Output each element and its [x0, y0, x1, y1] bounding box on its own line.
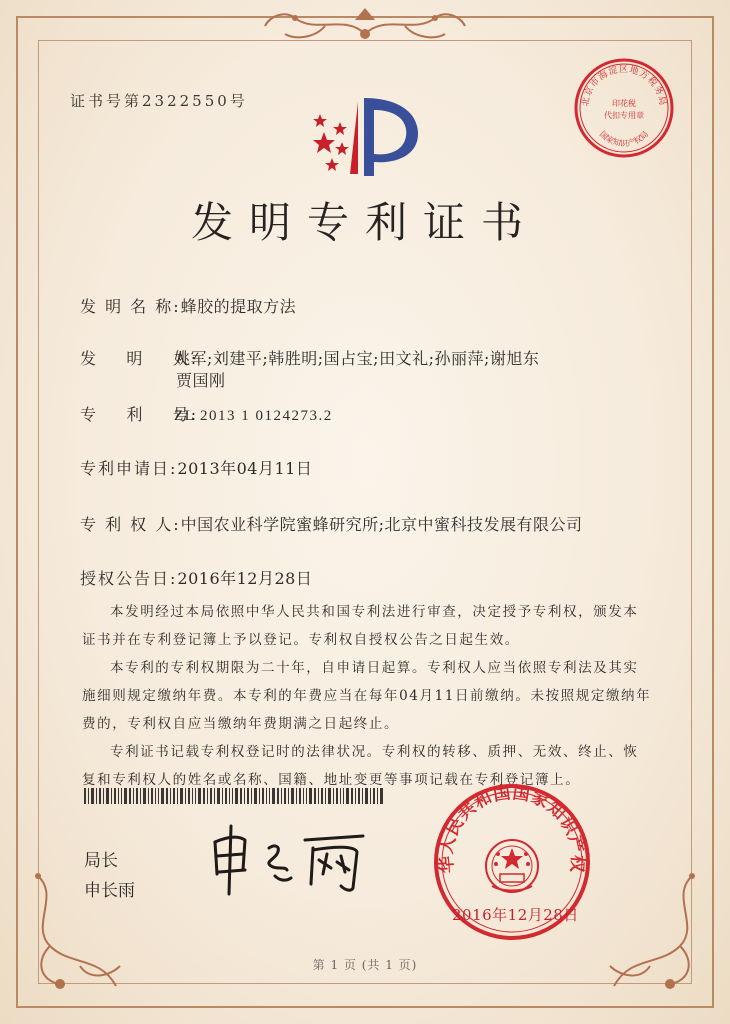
field-inventor-cont — [176, 368, 226, 391]
tax-seal-bottom-text: 国家知识产权局 — [597, 129, 651, 148]
top-ornament — [255, 4, 475, 50]
body-paragraph-3: 专利证书记载专利权登记时的法律状况。专利权的转移、质押、无效、终止、恢复和专利权人的姓名或名称、国籍、地址变更等事项记载在专利登记簿上。 — [82, 744, 639, 788]
tax-seal-arc-text: 北京市海淀区地方税务局 — [580, 65, 668, 108]
field-patent-no — [80, 402, 333, 425]
grant-date-label: 授权公告日: — [80, 569, 178, 588]
bottom-right-ornament — [600, 866, 710, 1006]
director-signature — [205, 818, 375, 902]
inventor-value-line2: 贾国刚 — [176, 371, 226, 390]
svg-text:代扣专用章: 代扣专用章 — [604, 111, 644, 120]
patent-no-label: 专 利 号: — [80, 405, 199, 424]
grant-date-value: 2016年12月28日 — [177, 569, 313, 588]
director-title: 局长 — [84, 851, 118, 871]
certificate-body — [82, 598, 652, 794]
patent-no-value: ZL 2013 1 0124273.2 — [174, 408, 333, 424]
tax-seal — [572, 56, 676, 164]
certificate-title: 发明专利证书 — [190, 198, 539, 247]
invention-name-label: 发 明 名 称: — [80, 297, 181, 316]
seal-arc-text: 华人民共和国国家知识产权 — [436, 783, 588, 874]
field-invention-name — [80, 294, 296, 317]
field-inventor — [80, 346, 539, 369]
page-number: 第 1 页 (共 1 页) — [312, 958, 418, 972]
cnipa-logo-icon — [302, 92, 422, 186]
seal-date: 2016年12月28日 — [452, 906, 579, 924]
svg-text:印花税: 印花税 — [612, 99, 636, 108]
invention-name-value: 蜂胶的提取方法 — [180, 297, 297, 316]
body-paragraph-1: 本发明经过本局依照中华人民共和国专利法进行审查，决定授予专利权，颁发本证书并在专利登记簿上予以登记。专利权自授权公告之日起生效。 — [82, 604, 639, 648]
inventor-value-line1: 姚军;刘建平;韩胜明;国占宝;田文礼;孙丽萍;谢旭东 — [174, 349, 540, 368]
body-paragraph-2: 本专利的专利权期限为二十年，自申请日起算。专利权人应当依照专利法及其实施细则规定缴纳年费。本专利的年费应当在每年04月11日前缴纳。未按照规定缴纳年费的，专利权自应当缴纳年费期满之日起终止。 — [82, 660, 652, 732]
filing-date-label: 专利申请日: — [80, 459, 178, 478]
filing-date-value: 2013年04月11日 — [177, 459, 313, 478]
field-filing-date — [80, 456, 312, 479]
field-patentee — [80, 512, 583, 535]
patentee-label: 专 利 权 人: — [80, 515, 181, 534]
barcode — [84, 788, 384, 808]
inventor-label: 发 明 人: — [80, 349, 199, 368]
field-grant-date — [80, 566, 312, 589]
certificate-number: 证书号第2322550号 — [70, 92, 248, 110]
patentee-value: 中国农业科学院蜜蜂研究所;北京中蜜科技发展有限公司 — [180, 515, 583, 534]
svg-text:国家知识产权局 — [598, 130, 650, 148]
director-name: 申长雨 — [84, 881, 135, 901]
